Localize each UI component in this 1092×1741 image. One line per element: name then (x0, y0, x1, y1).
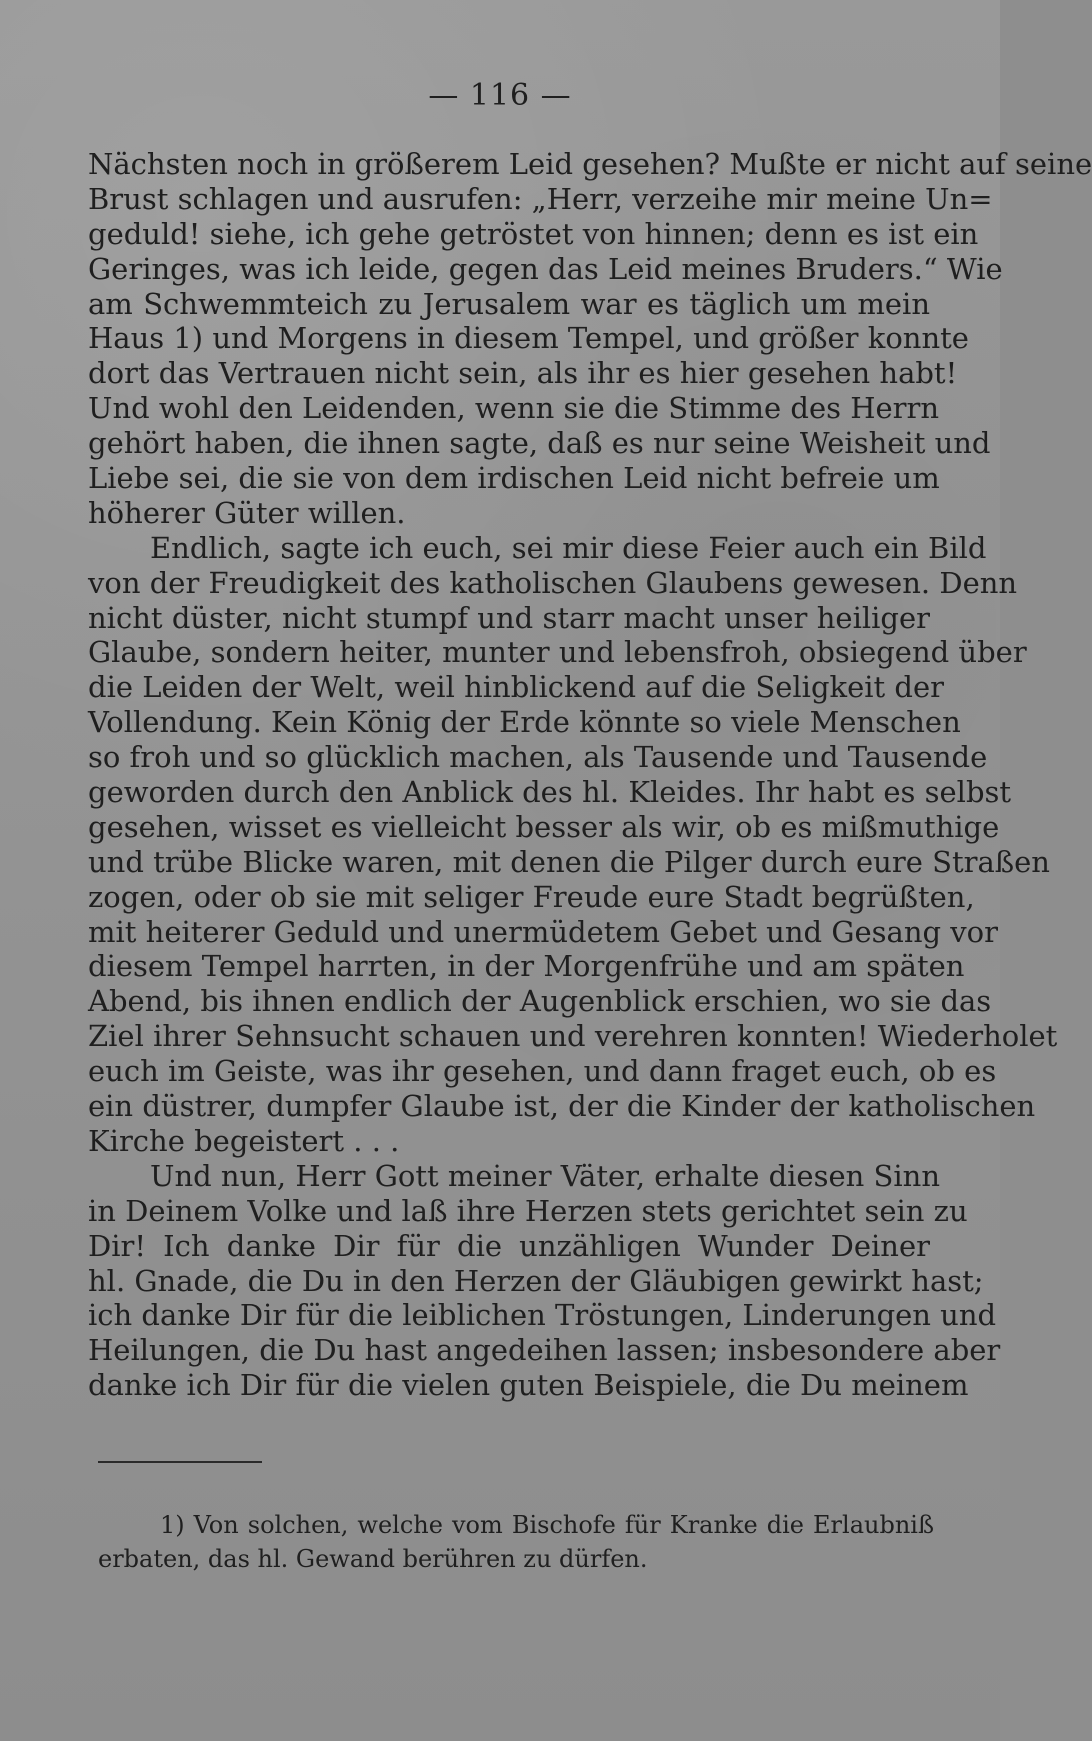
footnote-line: erbaten, das hl. Gewand berühren zu dürfen. (98, 1545, 648, 1573)
text-line: Abend, bis ihnen endlich der Augenblick erschien, wo sie das (88, 984, 992, 1019)
text-line: so froh und so glücklich machen, als Tausende und Tausende (88, 740, 988, 775)
text-line: Ziel ihrer Sehnsucht schauen und verehren konnten! Wiederholet (88, 1019, 1058, 1054)
footnote-line: 1) Von solchen, welche vom Bischofe für Kranke die Erlaubniß (160, 1511, 934, 1539)
text-line: in Deinem Volke und laß ihre Herzen stets gerichtet sein zu (88, 1193, 968, 1228)
text-line: am Schwemmteich zu Jerusalem war es täglich um mein (88, 286, 930, 321)
text-line: dort das Vertrauen nicht sein, als ihr es hier gesehen habt! (88, 356, 958, 391)
footnote-divider (98, 1461, 262, 1463)
text-line: Und wohl den Leidenden, wenn sie die Stimme des Herrn (88, 391, 940, 426)
text-line: zogen, oder ob sie mit seliger Freude eure Stadt begrüßten, (88, 879, 975, 914)
text-line: Heilungen, die Du hast angedeihen lassen; insbesondere aber (88, 1333, 1001, 1368)
text-line: Nächsten noch in größerem Leid gesehen? Mußte er nicht auf seine (88, 147, 1092, 181)
text-line: Geringes, was ich leide, gegen das Leid meines Bruders.“ Wie (88, 251, 1003, 286)
text-line: Haus 1) und Morgens in diesem Tempel, und größer konnte (88, 321, 969, 356)
text-line: Und nun, Herr Gott meiner Väter, erhalte diesen Sinn (150, 1158, 941, 1193)
text-line: mit heiterer Geduld und unermüdetem Gebet und Gesang vor (88, 914, 998, 949)
text-line: gehört haben, die ihnen sagte, daß es nur seine Weisheit und (88, 426, 991, 461)
text-line: nicht düster, nicht stumpf und starr macht unser heiliger (88, 600, 930, 635)
text-line: danke ich Dir für die vielen guten Beispiele, die Du meinem (88, 1368, 969, 1403)
text-line: Glaube, sondern heiter, munter und lebensfroh, obsiegend über (88, 635, 1027, 670)
text-line: Dir! Ich danke Dir für die unzähligen Wunder Deiner (88, 1228, 930, 1263)
text-line: Endlich, sagte ich euch, sei mir diese Feier auch ein Bild (150, 530, 987, 565)
text-line: Vollendung. Kein König der Erde könnte so viele Menschen (88, 705, 961, 740)
text-line: und trübe Blicke waren, mit denen die Pilger durch eure Straßen (88, 844, 1050, 879)
text-line: euch im Geiste, was ihr gesehen, und dann fraget euch, ob es (88, 1054, 997, 1089)
text-line: gesehen, wisset es vielleicht besser als wir, ob es mißmuthige (88, 809, 1000, 844)
text-line: Liebe sei, die sie von dem irdischen Leid nicht befreie um (88, 461, 940, 496)
text-line: diesem Tempel harrten, in der Morgenfrühe und am späten (88, 949, 965, 984)
text-line: ich danke Dir für die leiblichen Tröstungen, Linderungen und (88, 1298, 997, 1333)
text-line: Brust schlagen und ausrufen: „Herr, verzeihe mir meine Un= (88, 181, 993, 216)
text-line: höherer Güter willen. (88, 495, 406, 530)
page-number: — 116 — (428, 78, 572, 113)
text-line: geworden durch den Anblick des hl. Kleides. Ihr habt es selbst (88, 775, 1012, 810)
text-line: Kirche begeistert . . . (88, 1123, 400, 1158)
text-line: von der Freudigkeit des katholischen Glaubens gewesen. Denn (88, 565, 1018, 600)
text-line: ein düstrer, dumpfer Glaube ist, der die Kinder der katholischen (88, 1089, 1036, 1124)
footnotes (98, 1508, 934, 1576)
text-line: geduld! siehe, ich gehe getröstet von hinnen; denn es ist ein (88, 216, 979, 251)
text-line: hl. Gnade, die Du in den Herzen der Gläubigen gewirkt hast; (88, 1263, 984, 1298)
text-line: die Leiden der Welt, weil hinblickend auf die Seligkeit der (88, 670, 944, 705)
main-text (88, 147, 1092, 1403)
